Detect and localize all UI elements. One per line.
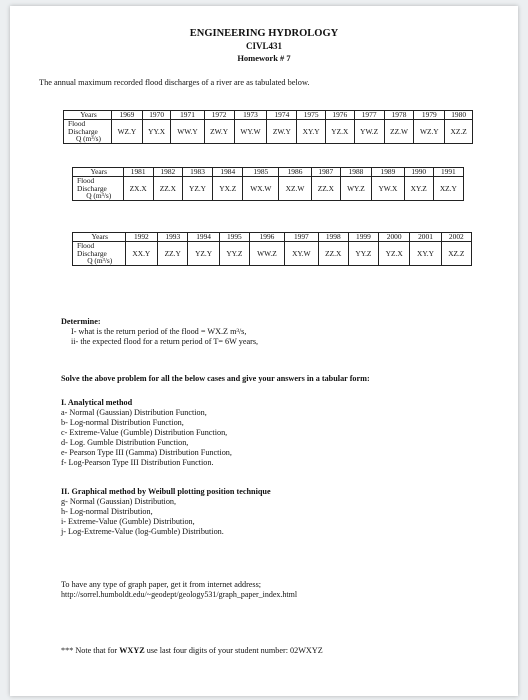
note-prefix: *** Note that for bbox=[61, 646, 120, 655]
discharge-cell: WY.Z bbox=[340, 176, 371, 200]
discharge-label bbox=[64, 119, 112, 143]
discharge-label-line: Flood bbox=[68, 118, 86, 128]
year-cell: 1986 bbox=[279, 168, 312, 177]
discharge-label-line: Flood bbox=[77, 240, 95, 250]
method-item: i- Extreme-Value (Gumble) Distribution, bbox=[61, 517, 195, 526]
discharge-cell: WZ.Y bbox=[112, 119, 143, 143]
year-cell: 1993 bbox=[158, 233, 188, 242]
discharge-cell: YW.Z bbox=[354, 119, 384, 143]
years-label: Years bbox=[73, 233, 126, 242]
years-row bbox=[64, 111, 473, 120]
year-cell: 1981 bbox=[123, 168, 153, 177]
year-cell: 1978 bbox=[384, 111, 414, 120]
discharge-cell: YW.X bbox=[372, 176, 405, 200]
method-item: e- Pearson Type III (Gamma) Distribution Function, bbox=[61, 448, 232, 457]
course-code: CIVL431 bbox=[245, 41, 282, 51]
discharge-label bbox=[73, 176, 124, 200]
discharge-label-line: Q (m³/s) bbox=[87, 256, 113, 266]
discharge-cell: XY.W bbox=[285, 241, 319, 265]
years-row bbox=[73, 168, 464, 177]
determine-section bbox=[61, 317, 258, 347]
discharge-row bbox=[73, 176, 464, 200]
graphical-method-heading: II. Graphical method by Weibull plotting position technique bbox=[61, 487, 271, 496]
student-number-note bbox=[61, 646, 323, 656]
years-label: Years bbox=[64, 111, 112, 120]
determine-item: I- what is the return period of the flood = WX.Z m³/s, bbox=[71, 327, 247, 336]
determine-heading: Determine: bbox=[61, 317, 101, 326]
discharge-table-3 bbox=[72, 232, 472, 266]
discharge-cell: XX.Y bbox=[125, 241, 158, 265]
year-cell: 1983 bbox=[182, 168, 212, 177]
discharge-cell: WX.W bbox=[243, 176, 279, 200]
year-cell: 1989 bbox=[372, 168, 405, 177]
discharge-cell: ZZ.Y bbox=[158, 241, 188, 265]
determine-item: ii- the expected flood for a return period of T= 6W years, bbox=[71, 337, 259, 346]
discharge-cell: ZX.X bbox=[123, 176, 153, 200]
analytical-method-heading: I. Analytical method bbox=[61, 398, 133, 407]
years-label: Years bbox=[73, 168, 124, 177]
method-item: h- Log-normal Distribution, bbox=[61, 507, 153, 516]
discharge-cell: YY.Z bbox=[219, 241, 249, 265]
year-cell: 1969 bbox=[112, 111, 143, 120]
discharge-cell: XY.Z bbox=[404, 176, 433, 200]
discharge-cell: YZ.X bbox=[378, 241, 409, 265]
year-cell: 1970 bbox=[142, 111, 171, 120]
analytical-method-section bbox=[61, 398, 232, 468]
years-row bbox=[73, 233, 472, 242]
discharge-cell: XZ.Z bbox=[441, 241, 471, 265]
graph-paper-note bbox=[61, 580, 297, 600]
discharge-cell: XZ.Z bbox=[445, 119, 473, 143]
year-cell: 1995 bbox=[219, 233, 249, 242]
year-cell: 1997 bbox=[285, 233, 319, 242]
discharge-cell: YX.Z bbox=[213, 176, 243, 200]
method-item: f- Log-Pearson Type III Distribution Function. bbox=[61, 458, 214, 467]
year-cell: 1999 bbox=[348, 233, 378, 242]
method-item: g- Normal (Gaussian) Distribution, bbox=[61, 497, 177, 506]
method-item: d- Log. Gumble Distribution Function, bbox=[61, 438, 189, 447]
year-cell: 1972 bbox=[204, 111, 234, 120]
year-cell: 2000 bbox=[378, 233, 409, 242]
note-bold: WXYZ bbox=[119, 646, 145, 655]
year-cell: 1990 bbox=[404, 168, 433, 177]
discharge-cell: XY.Y bbox=[297, 119, 326, 143]
discharge-cell: XY.Y bbox=[410, 241, 441, 265]
discharge-cell: WZ.Y bbox=[414, 119, 445, 143]
discharge-cell: WY.W bbox=[234, 119, 267, 143]
year-cell: 1982 bbox=[153, 168, 182, 177]
discharge-cell: ZZ.W bbox=[384, 119, 414, 143]
intro-text: The annual maximum recorded flood discharges of a river are as tabulated below. bbox=[39, 78, 310, 87]
graphical-method-section bbox=[61, 487, 271, 537]
method-item: c- Extreme-Value (Gumble) Distribution Function, bbox=[61, 428, 228, 437]
year-cell: 1992 bbox=[125, 233, 158, 242]
year-cell: 1998 bbox=[318, 233, 348, 242]
year-cell: 1977 bbox=[354, 111, 384, 120]
year-cell: 1976 bbox=[325, 111, 354, 120]
discharge-cell: ZZ.X bbox=[318, 241, 348, 265]
year-cell: 1985 bbox=[243, 168, 279, 177]
discharge-cell: XZ.Y bbox=[433, 176, 463, 200]
year-cell: 1979 bbox=[414, 111, 445, 120]
discharge-cell: YZ.Y bbox=[188, 241, 219, 265]
discharge-row bbox=[64, 119, 473, 143]
discharge-cell: YY.Z bbox=[348, 241, 378, 265]
discharge-cell: ZW.Y bbox=[204, 119, 234, 143]
discharge-cell: YZ.Y bbox=[182, 176, 212, 200]
method-item: a- Normal (Gaussian) Distribution Function, bbox=[61, 408, 207, 417]
discharge-table-1 bbox=[63, 110, 473, 144]
year-cell: 1980 bbox=[445, 111, 473, 120]
discharge-label-line: Q (m³/s) bbox=[75, 134, 101, 144]
year-cell: 2001 bbox=[410, 233, 441, 242]
year-cell: 1994 bbox=[188, 233, 219, 242]
discharge-label-line: Discharge bbox=[68, 126, 98, 136]
discharge-label-line: Discharge bbox=[77, 248, 107, 258]
year-cell: 1984 bbox=[213, 168, 243, 177]
discharge-label bbox=[73, 241, 126, 265]
discharge-label-line: Q (m³/s) bbox=[86, 191, 112, 201]
year-cell: 1973 bbox=[234, 111, 267, 120]
year-cell: 1987 bbox=[311, 168, 340, 177]
discharge-cell: ZZ.X bbox=[153, 176, 182, 200]
graph-paper-text: To have any type of graph paper, get it from internet address; bbox=[61, 580, 262, 589]
note-suffix: use last four digits of your student number: 02WXYZ bbox=[144, 646, 323, 655]
discharge-cell: XZ.W bbox=[279, 176, 312, 200]
homework-number: Homework # 7 bbox=[237, 53, 291, 63]
year-cell: 1975 bbox=[297, 111, 326, 120]
discharge-table-2 bbox=[72, 167, 464, 201]
solve-instruction: Solve the above problem for all the below cases and give your answers in a tabular form: bbox=[61, 374, 370, 383]
year-cell: 1988 bbox=[340, 168, 371, 177]
method-item: j- Log-Extreme-Value (log-Gumble) Distribution. bbox=[61, 527, 224, 536]
method-item: b- Log-normal Distribution Function, bbox=[61, 418, 184, 427]
discharge-cell: WW.Y bbox=[171, 119, 204, 143]
discharge-row bbox=[73, 241, 472, 265]
discharge-cell: ZZ.X bbox=[311, 176, 340, 200]
discharge-cell: YY.X bbox=[142, 119, 171, 143]
discharge-cell: ZW.Y bbox=[267, 119, 297, 143]
year-cell: 1974 bbox=[267, 111, 297, 120]
year-cell: 1991 bbox=[433, 168, 463, 177]
discharge-label-line: Flood bbox=[77, 175, 95, 185]
document-page bbox=[10, 6, 518, 696]
discharge-label-line: Discharge bbox=[77, 183, 107, 193]
graph-paper-link[interactable]: http://sorrel.humboldt.edu/~geodept/geology531/graph_paper_index.html bbox=[61, 590, 298, 599]
discharge-cell: YZ.X bbox=[325, 119, 354, 143]
course-title: ENGINEERING HYDROLOGY bbox=[189, 28, 339, 39]
year-cell: 1971 bbox=[171, 111, 204, 120]
discharge-cell: WW.Z bbox=[249, 241, 284, 265]
year-cell: 2002 bbox=[441, 233, 471, 242]
year-cell: 1996 bbox=[249, 233, 284, 242]
